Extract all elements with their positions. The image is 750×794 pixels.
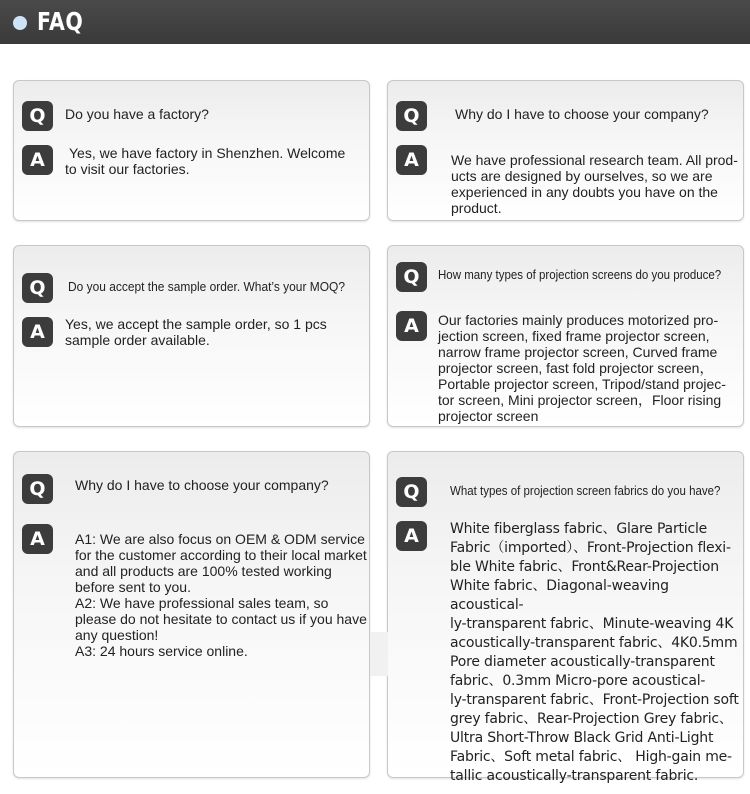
faq-question: How many types of projection screens do you produce? [438, 268, 722, 282]
question-icon: Q [22, 474, 53, 504]
bullet-dot-icon [13, 16, 27, 30]
faq-answer: We have professional research team. All prod- ucts are designed by ourselves, so we are experienced in any doubts you have on the product. [451, 152, 738, 216]
faq-card-factory [13, 80, 370, 221]
faq-answer: Our factories mainly produces motorized pro- jection screen, fixed frame projector screen, narrow frame projector screen, Curved frame projector screen, fast fold projector screen， Portable projector screen, Tripod/stand projec- tor screen, Mini projector screen，Floor rising projector screen [438, 312, 726, 424]
question-icon: Q [22, 273, 53, 303]
faq-card-sample-order [13, 245, 370, 427]
faq-question: What types of projection screen fabrics do you have? [450, 484, 721, 498]
answer-icon: A [22, 145, 53, 175]
question-icon: Q [22, 101, 53, 131]
answer-icon: A [396, 521, 427, 551]
faq-question: Do you accept the sample order. What’s your MOQ? [68, 279, 345, 294]
answer-icon: A [396, 311, 427, 341]
faq-title: FAQ [37, 7, 84, 36]
faq-card-fabric-types [387, 451, 744, 784]
faq-question: Why do I have to choose your company? [75, 477, 329, 493]
divider-shade [370, 632, 388, 676]
faq-card-screen-types [387, 245, 744, 427]
faq-card-oem-service [13, 451, 370, 778]
answer-icon: A [396, 145, 427, 175]
question-icon: Q [396, 477, 427, 507]
faq-answer: A1: We are also focus on OEM & ODM service for the customer according to their local market and all products are 100% tested working before sent to you. A2: We have professional sales team, so please do not hesitate to contact us if you have any question! A3: 24 hours service online. [75, 531, 367, 659]
faq-answer: White fiberglass fabric、Glare Particle Fabric（imported）、Front-Projection flexi- ble White fabric、Front&Rear-Projection White fabric、Diagonal-weaving acoustical- ly-transparent fabric、Minute-weaving 4K acoustically-transparent fabric、4K0.5mm Pore diameter acoustically-transparent fabric、0.3mm Micro-pore acoustical- ly-transparent fabric、Front-Projection soft grey fabric、Rear-Projection Grey fabric、 Ultra Short-Throw Black Grid Anti-Light Fabric、Soft metal fabric、 High-gain me- tallic acoustically-transparent fabric. [450, 521, 739, 784]
question-icon: Q [396, 101, 427, 131]
question-icon: Q [396, 262, 427, 292]
answer-icon: A [22, 317, 53, 347]
faq-header [0, 0, 750, 44]
faq-question: Why do I have to choose your company? [455, 106, 709, 122]
faq-question: Do you have a factory? [65, 106, 209, 122]
faq-answer: Yes, we accept the sample order, so 1 pcs sample order available. [65, 316, 327, 348]
faq-card-choose-company [387, 80, 744, 221]
answer-icon: A [22, 524, 53, 554]
faq-answer: Yes, we have factory in Shenzhen. Welcome to visit our factories. [65, 145, 346, 177]
